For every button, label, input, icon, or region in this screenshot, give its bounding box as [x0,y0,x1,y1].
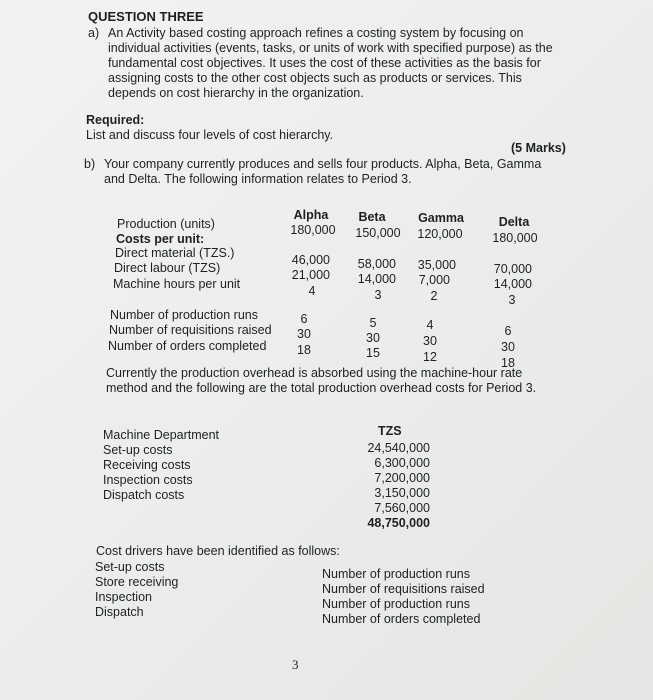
part-b-intro [104,157,541,187]
row-label-production-runs: Number of production runs [110,308,258,322]
requisitions-gamma: 30 [423,334,437,348]
product-header-delta: Delta [498,215,530,229]
overhead-label: Receiving costs [103,458,191,472]
row-label-production: Production (units) [117,217,215,231]
runs-gamma: 4 [426,318,434,332]
requisitions-delta: 30 [501,340,515,354]
production-value-gamma: 120,000 [417,227,463,241]
orders-alpha: 18 [297,343,311,357]
overhead-values [350,441,430,531]
overhead-value: 24,540,000 [367,441,430,455]
direct-labour-beta: 14,000 [357,272,396,286]
row-label-costs-per-unit: Costs per unit: [116,232,205,246]
machine-hours-delta: 3 [508,293,516,307]
overhead-value: 6,300,000 [374,456,430,470]
overhead-currency-header: TZS [378,424,402,438]
direct-material-gamma: 35,000 [417,258,456,272]
orders-beta: 15 [366,346,380,360]
runs-delta: 6 [504,324,512,338]
production-value-beta: 150,000 [355,226,401,240]
requisitions-alpha: 30 [297,327,311,341]
overhead-value: 7,560,000 [374,501,430,515]
direct-material-beta: 58,000 [357,257,396,271]
overhead-value: 3,150,000 [374,486,430,500]
part-a-label: a) [88,26,100,40]
driver-measure: Number of requisitions raised [322,582,485,596]
overhead-labels [103,428,219,503]
overhead-paragraph [106,366,536,396]
runs-alpha: 6 [300,312,308,326]
driver-activity: Set-up costs [95,560,165,574]
machine-hours-beta: 3 [374,288,382,302]
row-label-machine-hours: Machine hours per unit [113,277,241,291]
part-a-line: assigning costs to the other cost objects such as products or services. This [108,71,522,85]
required-label: Required: [86,113,145,127]
overhead-line: Currently the production overhead is absorbed using the machine-hour rate [106,366,523,380]
question-heading: QUESTION THREE [88,9,204,24]
direct-material-alpha: 46,000 [291,253,330,267]
part-a-line: individual activities (events, tasks, or units of work with specified purpose) as the [108,41,553,55]
driver-activity: Dispatch [95,605,144,619]
production-value-alpha: 180,000 [290,223,336,237]
driver-measure: Number of production runs [322,597,470,611]
driver-activity: Store receiving [95,575,179,589]
part-a-line: depends on cost hierarchy in the organization. [108,86,364,100]
overhead-line: method and the following are the total production overhead costs for Period 3. [106,381,537,395]
overhead-label: Set-up costs [103,443,173,457]
part-a-paragraph [108,26,553,101]
driver-measures [322,567,485,627]
marks-label: (5 Marks) [511,141,566,155]
requisitions-beta: 30 [366,331,380,345]
row-label-requisitions: Number of requisitions raised [109,323,272,337]
orders-delta: 18 [501,356,515,370]
direct-material-delta: 70,000 [493,262,532,276]
driver-measure: Number of orders completed [322,612,481,626]
overhead-label: Dispatch costs [103,488,185,502]
part-b-intro-line: and Delta. The following information relates to Period 3. [104,172,412,186]
row-label-orders: Number of orders completed [108,339,267,353]
direct-labour-alpha: 21,000 [291,268,330,282]
driver-activity: Inspection [95,590,152,604]
page-number: 3 [292,657,299,672]
required-text: List and discuss four levels of cost hierarchy. [86,128,334,142]
part-a-line: An Activity based costing approach refines a costing system by focusing on [108,26,524,40]
part-b-intro-line: Your company currently produces and sells four products. Alpha, Beta, Gamma [104,157,542,171]
machine-hours-gamma: 2 [430,289,438,303]
overhead-label: Machine Department [103,428,220,442]
runs-beta: 5 [369,316,377,330]
orders-gamma: 12 [423,350,437,364]
driver-activities [95,560,178,620]
direct-labour-delta: 14,000 [493,277,532,291]
product-header-alpha: Alpha [293,208,329,222]
overhead-total: 48,750,000 [367,516,430,530]
row-label-direct-material: Direct material (TZS.) [115,246,235,260]
row-label-direct-labour: Direct labour (TZS) [114,261,221,275]
direct-labour-gamma: 7,000 [418,273,450,287]
product-header-gamma: Gamma [418,211,464,225]
production-value-delta: 180,000 [492,231,538,245]
overhead-label: Inspection costs [103,473,193,487]
drivers-intro: Cost drivers have been identified as follows: [96,544,340,558]
part-b-label: b) [84,157,96,171]
machine-hours-alpha: 4 [308,284,316,298]
product-header-beta: Beta [358,210,386,224]
part-a-line: fundamental cost objectives. It uses the cost of these activities as the basis for [108,56,541,70]
driver-measure: Number of production runs [322,567,470,581]
overhead-value: 7,200,000 [374,471,430,485]
